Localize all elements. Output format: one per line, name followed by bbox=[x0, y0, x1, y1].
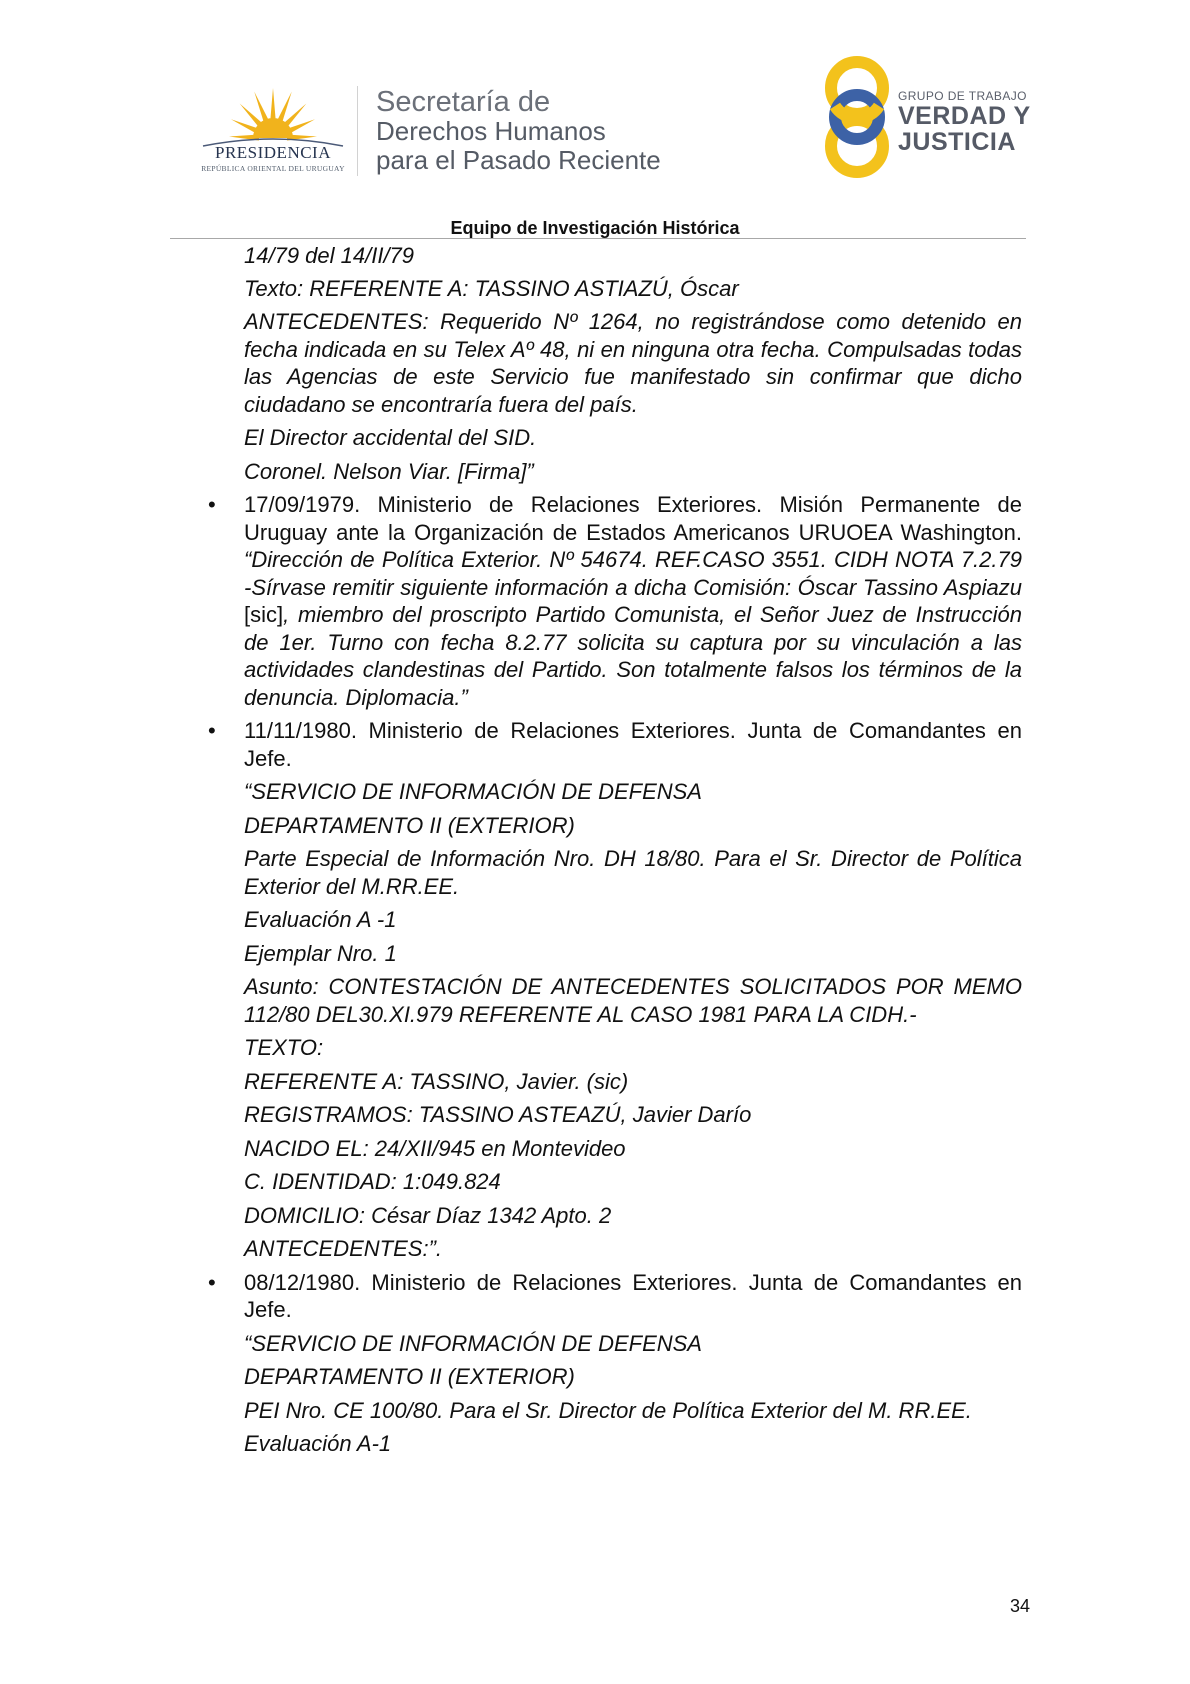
paragraph: PEI Nro. CE 100/80. Para el Sr. Director de Política Exterior del M. RR.EE. bbox=[244, 1397, 972, 1423]
paragraph: Ejemplar Nro. 1 bbox=[244, 940, 397, 966]
paragraph: Evaluación A-1 bbox=[244, 1431, 392, 1456]
header-divider bbox=[357, 86, 358, 176]
paragraph: ANTECEDENTES:”. bbox=[244, 1236, 443, 1261]
bullet-text: 08/12/1980. Ministerio de Relaciones Exteriores. Junta de Comandantes en Jefe. bbox=[244, 1269, 1022, 1322]
bullet-icon: • bbox=[208, 1269, 216, 1295]
verdad-justicia-logo-text bbox=[898, 89, 1031, 155]
bullet-quote: , miembro del proscripto Partido Comunista, el Señor Juez de Instrucción de 1er. Turno con fecha 8.2.77 solicita su captura por su vinculación a las actividades clandestinas del Partido. Son totalmente falsos los términos de la denuncia. Diplomacia.” bbox=[244, 602, 1022, 710]
paragraph: Asunto: CONTESTACIÓN DE ANTECEDENTES SOLICITADOS POR MEMO 112/80 DEL30.XI.979 REFERENTE AL CASO 1981 PARA LA CIDH.- bbox=[244, 974, 1022, 1027]
verdad-label: VERDAD Y bbox=[898, 102, 1031, 130]
paragraph: El Director accidental del SID. bbox=[244, 425, 537, 450]
justicia-label: JUSTICIA bbox=[898, 128, 1016, 156]
list-item bbox=[208, 717, 1022, 772]
paragraph: Coronel. Nelson Viar. [Firma]” bbox=[244, 458, 534, 484]
header-rule bbox=[170, 238, 1026, 239]
paragraph: NACIDO EL: 24/XII/945 en Montevideo bbox=[244, 1135, 626, 1161]
paragraph: Texto: REFERENTE A: TASSINO ASTIAZÚ, Óscar bbox=[244, 275, 739, 301]
grupo-label: GRUPO DE TRABAJO bbox=[898, 89, 1027, 103]
verdad-justicia-rings-logo bbox=[818, 54, 896, 180]
bullet-icon: • bbox=[208, 718, 216, 743]
page-header bbox=[0, 0, 1190, 240]
paragraph: DEPARTAMENTO II (EXTERIOR) bbox=[244, 1364, 575, 1389]
presidencia-label: PRESIDENCIA bbox=[214, 143, 331, 162]
list-item bbox=[208, 1269, 1022, 1324]
paragraph: REFERENTE A: TASSINO, Javier. (sic) bbox=[244, 1068, 629, 1094]
secretaria-logo-text bbox=[376, 88, 661, 175]
paragraph: TEXTO: bbox=[244, 1035, 324, 1060]
paragraph: 14/79 del 14/II/79 bbox=[244, 243, 415, 268]
secretaria-line-2: Derechos Humanos bbox=[376, 116, 606, 146]
document-body bbox=[208, 242, 1022, 1464]
paragraph: DOMICILIO: César Díaz 1342 Apto. 2 bbox=[244, 1202, 612, 1228]
sic-note: [sic] bbox=[244, 602, 284, 627]
paragraph: “SERVICIO DE INFORMACIÓN DE DEFENSA bbox=[244, 1330, 702, 1356]
bullet-text: 11/11/1980. Ministerio de Relaciones Exteriores. Junta de Comandantes en Jefe. bbox=[244, 718, 1022, 771]
bullet-quote: “Dirección de Política Exterior. Nº 54674. REF.CASO 3551. CIDH NOTA 7.2.79 -Sírvase remitir siguiente información a dicha Comisión: Óscar Tassino Aspiazu bbox=[244, 547, 1022, 600]
secretaria-line-3: para el Pasado Reciente bbox=[376, 145, 661, 175]
paragraph: Parte Especial de Información Nro. DH 18/80. Para el Sr. Director de Política Exterior del M.RR.EE. bbox=[244, 846, 1022, 899]
paragraph: Evaluación A -1 bbox=[244, 907, 397, 932]
paragraph: C. IDENTIDAD: 1:049.824 bbox=[244, 1169, 501, 1194]
list-item bbox=[208, 491, 1022, 711]
paragraph: ANTECEDENTES: Requerido Nº 1264, no registrándose como detenido en fecha indicada en su Telex Aº 48, ni en ninguna otra fecha. Compulsadas todas las Agencias de este Servicio fue manifestado sin confirmar que dicho ciudadano se encontraría fuera del país. bbox=[244, 309, 1022, 417]
secretaria-line-1: Secretaría de bbox=[376, 86, 551, 118]
presidencia-sublabel: REPÚBLICA ORIENTAL DEL URUGUAY bbox=[201, 164, 345, 173]
paragraph: “SERVICIO DE INFORMACIÓN DE DEFENSA bbox=[244, 779, 702, 804]
page-number: 34 bbox=[1009, 1596, 1030, 1616]
paragraph: REGISTRAMOS: TASSINO ASTEAZÚ, Javier Darío bbox=[244, 1102, 752, 1127]
paragraph: DEPARTAMENTO II (EXTERIOR) bbox=[244, 812, 575, 838]
bullet-icon: • bbox=[208, 492, 216, 517]
team-title: Equipo de Investigación Histórica bbox=[450, 218, 740, 238]
bullet-text: 17/09/1979. Ministerio de Relaciones Exteriores. Misión Permanente de Uruguay ante la Organización de Estados Americanos URUOEA Washington. bbox=[244, 492, 1022, 545]
